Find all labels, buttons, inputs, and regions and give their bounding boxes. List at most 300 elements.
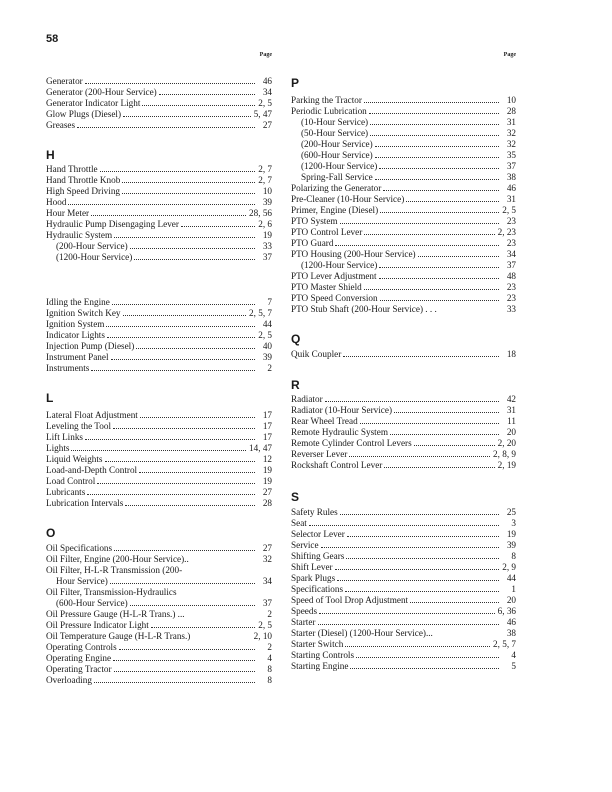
- index-entry-label: Operating Tractor: [46, 664, 112, 674]
- leader-dots: [187, 616, 255, 617]
- index-entry: [46, 197, 272, 208]
- index-entry-label: Greases: [46, 120, 76, 130]
- index-entry-label: PTO Lever Adjustment: [291, 271, 377, 281]
- index-entry: [291, 150, 516, 161]
- index-entry: [291, 628, 516, 639]
- leader-dots: [140, 416, 255, 418]
- index-entry: [291, 449, 516, 460]
- index-entry-label: Ignition Switch Key: [46, 308, 121, 318]
- index-entry: [291, 394, 516, 405]
- index-entry-pages: 2, 7: [258, 164, 272, 174]
- index-entry-label: Quik Coupler: [291, 349, 342, 359]
- leader-dots: [319, 612, 495, 614]
- section-letter: O: [46, 526, 56, 540]
- leader-dots: [94, 681, 255, 683]
- leader-dots: [191, 561, 255, 562]
- index-entry-pages: 17: [262, 410, 272, 420]
- index-entry-label: (1200-Hour Service): [301, 260, 378, 270]
- index-entry: [291, 349, 516, 360]
- leader-dots: [321, 546, 499, 548]
- index-entry-pages: 28: [262, 498, 272, 508]
- index-entry: [46, 642, 272, 653]
- index-entry: [291, 117, 516, 128]
- index-entry: [291, 293, 516, 304]
- index-entry-pages: 31: [506, 194, 516, 204]
- index-entry-label: Hydraulic Pump Disengaging Lever: [46, 219, 179, 229]
- index-entry-label: Hood: [46, 197, 67, 207]
- index-entry: [291, 460, 516, 471]
- index-entry-pages: 2: [267, 363, 272, 373]
- index-entry: [291, 584, 516, 595]
- leader-dots: [375, 178, 499, 180]
- index-entry-pages: 4: [267, 653, 272, 663]
- leader-dots: [349, 455, 490, 457]
- leader-dots: [345, 645, 490, 647]
- index-column-left: [46, 50, 272, 685]
- leader-dots: [184, 572, 255, 573]
- index-entry-pages: 48: [506, 271, 516, 281]
- leader-dots: [105, 460, 255, 462]
- index-entry-pages: 34: [262, 576, 272, 586]
- index-entry: [46, 241, 272, 252]
- index-entry-pages: 46: [506, 183, 516, 193]
- leader-dots: [181, 225, 255, 227]
- leader-dots: [406, 200, 499, 202]
- index-entry-label: Oil Pressure Indicator Light: [46, 620, 149, 630]
- index-entry: [291, 172, 516, 183]
- index-entry-label: Spark Plugs: [291, 573, 336, 583]
- leader-dots: [100, 170, 255, 172]
- leader-dots: [380, 299, 499, 301]
- leader-dots: [77, 126, 255, 128]
- leader-dots: [122, 181, 255, 183]
- leader-dots: [364, 288, 499, 290]
- index-entry-label: Oil Pressure Gauge (H-L-R Trans.) ...: [46, 609, 185, 619]
- index-entry-label: Hand Throttle: [46, 164, 98, 174]
- index-entry-label: Lights: [46, 443, 70, 453]
- index-entry-label: (600-Hour Service): [301, 150, 373, 160]
- index-entry-label: Rockshaft Control Lever: [291, 460, 383, 470]
- index-entry-pages: 39: [262, 197, 272, 207]
- page-column-heading: Page: [259, 52, 272, 58]
- index-entry-label: Radiator: [291, 394, 323, 404]
- index-entry-pages: 8: [267, 675, 272, 685]
- index-entry: [291, 416, 516, 427]
- leader-dots: [350, 667, 499, 669]
- index-entry-pages: 33: [506, 304, 516, 314]
- leader-dots: [346, 557, 499, 559]
- index-entry: [46, 341, 272, 352]
- index-entry-pages: 33: [262, 241, 272, 251]
- leader-dots: [379, 167, 499, 169]
- index-entry-label: PTO System: [291, 216, 338, 226]
- leader-dots: [91, 369, 255, 371]
- leader-dots: [383, 189, 499, 191]
- index-entry: [291, 238, 516, 249]
- index-entry-pages: 2, 5: [502, 205, 516, 215]
- index-entry: [291, 282, 516, 293]
- index-entry: [291, 507, 516, 518]
- index-entry-label: Lubricants: [46, 487, 86, 497]
- index-entry-label: Speed of Tool Drop Adjustment: [291, 595, 409, 605]
- index-entry-pages: 8: [511, 551, 516, 561]
- index-entry: [46, 87, 272, 98]
- leader-dots: [390, 433, 499, 435]
- page-number: 58: [46, 33, 59, 45]
- index-entry: [291, 529, 516, 540]
- index-entry-label: Injection Pump (Diesel): [46, 341, 135, 351]
- index-entry-label: Safety Rules: [291, 507, 338, 517]
- index-entry-pages: 12: [262, 454, 272, 464]
- index-entry-label: Shifting Gears: [291, 551, 345, 561]
- leader-dots: [340, 513, 499, 515]
- index-entry-label: Lateral Float Adjustment: [46, 410, 138, 420]
- index-entry-pages: 10: [506, 95, 516, 105]
- leader-dots: [114, 670, 255, 672]
- index-entry: [291, 595, 516, 606]
- index-entry-pages: 4: [511, 650, 516, 660]
- index-entry: [291, 194, 516, 205]
- leader-dots: [414, 444, 495, 446]
- index-entry-pages: 23: [506, 216, 516, 226]
- index-entry: [46, 653, 272, 664]
- index-entry-pages: 2, 5: [258, 98, 272, 108]
- index-entry: [291, 260, 516, 271]
- index-entry: [46, 120, 272, 131]
- leader-dots: [375, 156, 499, 158]
- index-entry: [46, 410, 272, 421]
- leader-dots: [91, 214, 246, 216]
- index-entry: [46, 476, 272, 487]
- index-entry: [46, 664, 272, 675]
- index-entry-label: Operating Engine: [46, 653, 112, 663]
- leader-dots: [85, 82, 255, 84]
- index-entry-pages: 42: [506, 394, 516, 404]
- leader-dots: [119, 648, 255, 650]
- index-entry: [46, 576, 272, 587]
- index-entry: [46, 164, 272, 175]
- leader-dots: [439, 311, 499, 312]
- index-entry-pages: 19: [506, 529, 516, 539]
- leader-dots: [113, 659, 255, 661]
- leader-dots: [380, 211, 499, 213]
- index-entry-label: PTO Speed Conversion: [291, 293, 378, 303]
- index-entry-pages: 2, 5: [258, 330, 272, 340]
- index-entry-pages: 11: [507, 416, 516, 426]
- index-entry-label: Shift Lever: [291, 562, 333, 572]
- index-entry-pages: 2, 5, 7: [249, 308, 272, 318]
- index-entry-pages: 10: [262, 186, 272, 196]
- index-entry-pages: 27: [262, 487, 272, 497]
- index-entry-label: (50-Hour Service): [301, 128, 369, 138]
- index-entry-pages: 37: [506, 260, 516, 270]
- index-entry-pages: 23: [506, 282, 516, 292]
- index-entry-pages: 2, 7: [258, 175, 272, 185]
- index-entry-label: Oil Filter, Engine (200-Hour Service)..: [46, 554, 189, 564]
- index-entry: [291, 661, 516, 672]
- leader-dots: [435, 635, 499, 636]
- index-entry-label: Seat: [291, 518, 307, 528]
- index-entry-label: Remote Cylinder Control Levers: [291, 438, 412, 448]
- index-entry: [46, 554, 272, 565]
- index-entry: [291, 216, 516, 227]
- index-entry-pages: 2, 19: [497, 460, 516, 470]
- index-entry: [291, 617, 516, 628]
- index-entry-pages: 17: [262, 421, 272, 431]
- index-entry-label: PTO Control Lever: [291, 227, 363, 237]
- index-entry-pages: 32: [262, 554, 272, 564]
- index-entry-label: Starting Engine: [291, 661, 349, 671]
- index-entry: [46, 352, 272, 363]
- index-entry: [291, 249, 516, 260]
- leader-dots: [85, 438, 255, 440]
- index-entry-label: Specifications: [291, 584, 344, 594]
- index-entry-pages: 8: [267, 664, 272, 674]
- leader-dots: [370, 123, 499, 125]
- leader-dots: [418, 255, 499, 257]
- index-entry-pages: 40: [262, 341, 272, 351]
- leader-dots: [394, 411, 499, 413]
- index-entry: [291, 540, 516, 551]
- index-entry-label: (1200-Hour Service): [56, 252, 133, 262]
- index-entry: [46, 297, 272, 308]
- index-entry-pages: 28: [506, 106, 516, 116]
- index-entry-pages: 20: [506, 427, 516, 437]
- index-entry-pages: 2: [267, 609, 272, 619]
- index-entry-label: Oil Specifications: [46, 543, 113, 553]
- index-entry-pages: 2, 9: [502, 562, 516, 572]
- index-entry: [46, 565, 272, 576]
- index-entry: [46, 98, 272, 109]
- index-entry: [46, 363, 272, 374]
- index-entry: [291, 518, 516, 529]
- index-entry-pages: 5, 47: [253, 109, 272, 119]
- leader-dots: [343, 355, 499, 357]
- index-entry-label: Starter: [291, 617, 316, 627]
- index-entry: [46, 443, 272, 454]
- leader-dots: [97, 482, 255, 484]
- index-entry: [46, 252, 272, 263]
- leader-dots: [68, 203, 255, 205]
- index-entry: [46, 175, 272, 186]
- index-entry: [291, 227, 516, 238]
- index-entry: [291, 650, 516, 661]
- index-entry: [46, 186, 272, 197]
- leader-dots: [410, 601, 499, 603]
- section-letter: H: [46, 148, 55, 162]
- index-entry: [291, 271, 516, 282]
- index-entry: [46, 631, 272, 642]
- index-entry-label: Ignition System: [46, 319, 105, 329]
- leader-dots: [111, 358, 255, 360]
- index-entry-pages: 19: [262, 230, 272, 240]
- index-entry-pages: 46: [262, 76, 272, 86]
- leader-dots: [384, 466, 494, 468]
- index-entry-label: Radiator (10-Hour Service): [291, 405, 393, 415]
- index-entry-label: PTO Guard: [291, 238, 334, 248]
- index-entry: [46, 498, 272, 509]
- index-entry: [46, 432, 272, 443]
- index-entry-pages: 39: [506, 540, 516, 550]
- index-entry-pages: 18: [506, 349, 516, 359]
- index-entry-label: Instrument Panel: [46, 352, 109, 362]
- index-entry-pages: 2, 5: [258, 620, 272, 630]
- index-entry: [291, 183, 516, 194]
- index-entry-label: Leveling the Tool: [46, 421, 112, 431]
- index-entry-label: Oil Filter, Transmission-Hydraulics: [46, 587, 177, 597]
- index-entry: [291, 128, 516, 139]
- leader-dots: [112, 303, 255, 305]
- index-entry-pages: 1: [511, 584, 516, 594]
- index-entry-label: (600-Hour Service): [56, 598, 128, 608]
- leader-dots: [110, 582, 255, 584]
- index-entry-pages: 31: [506, 405, 516, 415]
- index-entry-pages: 32: [506, 139, 516, 149]
- index-entry: [291, 562, 516, 573]
- section-letter: S: [291, 490, 300, 504]
- index-entry-label: Indicator Lights: [46, 330, 105, 340]
- index-entry-pages: 2, 10: [253, 631, 272, 641]
- leader-dots: [71, 449, 246, 451]
- index-entry-label: PTO Master Shield: [291, 282, 362, 292]
- index-entry-label: PTO Housing (200-Hour Service): [291, 249, 416, 259]
- index-entry-label: (200-Hour Service): [301, 139, 373, 149]
- leader-dots: [136, 347, 255, 349]
- index-entry: [46, 421, 272, 432]
- index-entry-pages: 38: [506, 172, 516, 182]
- index-entry-pages: 2: [267, 642, 272, 652]
- index-entry-pages: 14, 47: [249, 443, 272, 453]
- index-entry: [46, 543, 272, 554]
- leader-dots: [139, 471, 255, 473]
- index-entry-label: PTO Stub Shaft (200-Hour Service) . . .: [291, 304, 437, 314]
- index-entry: [46, 230, 272, 241]
- index-entry-pages: 32: [506, 128, 516, 138]
- index-entry-label: Lift Links: [46, 432, 84, 442]
- index-entry-label: Oil Temperature Gauge (H-L-R Trans.): [46, 631, 191, 641]
- index-entry-label: Load Control: [46, 476, 96, 486]
- leader-dots: [113, 427, 255, 429]
- index-entry-pages: 3: [511, 518, 516, 528]
- index-entry: [291, 438, 516, 449]
- section-letter: Q: [291, 332, 301, 346]
- leader-dots: [134, 258, 255, 260]
- leader-dots: [335, 244, 499, 246]
- index-entry-pages: 23: [506, 293, 516, 303]
- index-entry: [46, 308, 272, 319]
- index-entry-label: Rear Wheel Tread: [291, 416, 358, 426]
- index-entry-pages: 38: [506, 628, 516, 638]
- index-entry-label: Lubrication Intervals: [46, 498, 124, 508]
- index-entry-label: (1200-Hour Service): [301, 161, 378, 171]
- index-entry: [291, 139, 516, 150]
- index-entry-label: Remote Hydraulic System: [291, 427, 388, 437]
- index-entry: [291, 551, 516, 562]
- leader-dots: [318, 623, 500, 625]
- leader-dots: [179, 594, 255, 595]
- index-entry-label: Liquid Weights: [46, 454, 103, 464]
- leader-dots: [345, 590, 499, 592]
- leader-dots: [125, 504, 255, 506]
- index-entry-pages: 19: [262, 476, 272, 486]
- index-entry: [291, 573, 516, 584]
- leader-dots: [335, 568, 499, 570]
- leader-dots: [114, 236, 255, 238]
- index-entry-label: Primer, Engine (Diesel): [291, 205, 379, 215]
- index-entry: [46, 76, 272, 87]
- leader-dots: [369, 112, 499, 114]
- index-entry: [291, 639, 516, 650]
- leader-dots: [364, 233, 494, 235]
- index-entry: [291, 405, 516, 416]
- leader-dots: [379, 277, 499, 279]
- leader-dots: [107, 336, 255, 338]
- index-entry-label: Operating Controls: [46, 642, 117, 652]
- index-entry: [291, 304, 516, 315]
- leader-dots: [360, 422, 499, 424]
- index-entry-label: High Speed Driving: [46, 186, 121, 196]
- leader-dots: [370, 134, 499, 136]
- leader-dots: [192, 638, 250, 639]
- leader-dots: [114, 549, 255, 551]
- index-entry: [291, 427, 516, 438]
- index-entry-pages: 25: [506, 507, 516, 517]
- leader-dots: [379, 266, 499, 268]
- page-column-heading: Page: [503, 52, 516, 58]
- index-entry: [46, 208, 272, 219]
- index-entry-label: Reverser Lever: [291, 449, 348, 459]
- index-entry-label: Parking the Tractor: [291, 95, 362, 105]
- leader-dots: [130, 604, 255, 606]
- index-entry-label: Glow Plugs (Diesel): [46, 109, 122, 119]
- index-entry-label: Service: [291, 540, 319, 550]
- index-entry-pages: 2, 5, 7: [493, 639, 516, 649]
- leader-dots: [151, 626, 255, 628]
- index-entry: [46, 620, 272, 631]
- index-entry-pages: 20: [506, 595, 516, 605]
- index-entry: [46, 487, 272, 498]
- leader-dots: [347, 535, 499, 537]
- section-letter: L: [46, 391, 54, 405]
- index-entry-label: Load-and-Depth Control: [46, 465, 138, 475]
- index-entry-pages: 2, 6: [258, 219, 272, 229]
- leader-dots: [130, 247, 255, 249]
- index-entry-label: Starter (Diesel) (1200-Hour Service)...: [291, 628, 433, 638]
- index-entry-label: Pre-Cleaner (10-Hour Service): [291, 194, 405, 204]
- index-entry: [46, 598, 272, 609]
- index-entry: [46, 109, 272, 120]
- index-entry: [46, 319, 272, 330]
- index-entry-label: (200-Hour Service): [56, 241, 128, 251]
- leader-dots: [123, 314, 247, 316]
- index-entry-label: Generator: [46, 76, 83, 86]
- index-entry-pages: 6, 36: [497, 606, 516, 616]
- leader-dots: [106, 325, 255, 327]
- index-entry-pages: 39: [262, 352, 272, 362]
- index-entry: [46, 219, 272, 230]
- leader-dots: [87, 493, 255, 495]
- index-entry-label: Polarizing the Generator: [291, 183, 382, 193]
- index-column-right: [291, 50, 516, 671]
- index-entry-pages: 2, 8, 9: [493, 449, 516, 459]
- index-entry: [291, 161, 516, 172]
- index-entry: [46, 675, 272, 686]
- index-entry: [291, 106, 516, 117]
- index-entry-pages: 2, 23: [497, 227, 516, 237]
- index-entry-pages: 34: [506, 249, 516, 259]
- leader-dots: [337, 579, 499, 581]
- leader-dots: [309, 524, 499, 526]
